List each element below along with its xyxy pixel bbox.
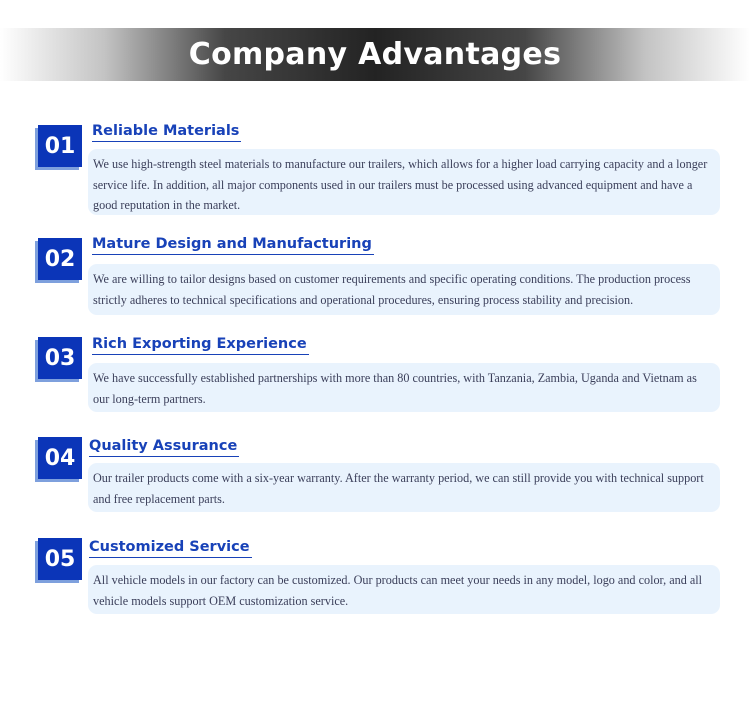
advantage-title: Reliable Materials <box>92 123 241 142</box>
page-title: Company Advantages <box>188 37 562 72</box>
advantage-title: Rich Exporting Experience <box>92 336 309 355</box>
advantage-description: Our trailer products come with a six-year warranty. After the warranty period, we can still provide you with technical support and free replacement parts. <box>88 463 720 512</box>
number-badge: 05 <box>38 538 82 580</box>
advantage-title: Mature Design and Manufacturing <box>92 236 374 255</box>
advantage-description: All vehicle models in our factory can be customized. Our products can meet your needs in any model, logo and color, and all vehicle models support OEM customization service. <box>88 565 720 614</box>
advantage-title: Customized Service <box>89 539 252 558</box>
advantage-description: We have successfully established partnerships with more than 80 countries, with Tanzania, Zambia, Uganda and Vietnam as our long-term partners. <box>88 363 720 412</box>
number-badge: 03 <box>38 337 82 379</box>
number-badge: 04 <box>38 437 82 479</box>
number-badge: 01 <box>38 125 82 167</box>
advantage-description: We are willing to tailor designs based on customer requirements and specific operating conditions. The production process strictly adheres to technical specifications and operational procedures, ensuring process stability and precision. <box>88 264 720 315</box>
advantage-title: Quality Assurance <box>89 438 239 457</box>
number-badge: 02 <box>38 238 82 280</box>
advantage-description: We use high-strength steel materials to manufacture our trailers, which allows for a higher load carrying capacity and a longer service life. In addition, all major components used in our trailers must be processed using advanced equipment and have a good reputation in the market. <box>88 149 720 215</box>
page-banner <box>0 28 750 81</box>
